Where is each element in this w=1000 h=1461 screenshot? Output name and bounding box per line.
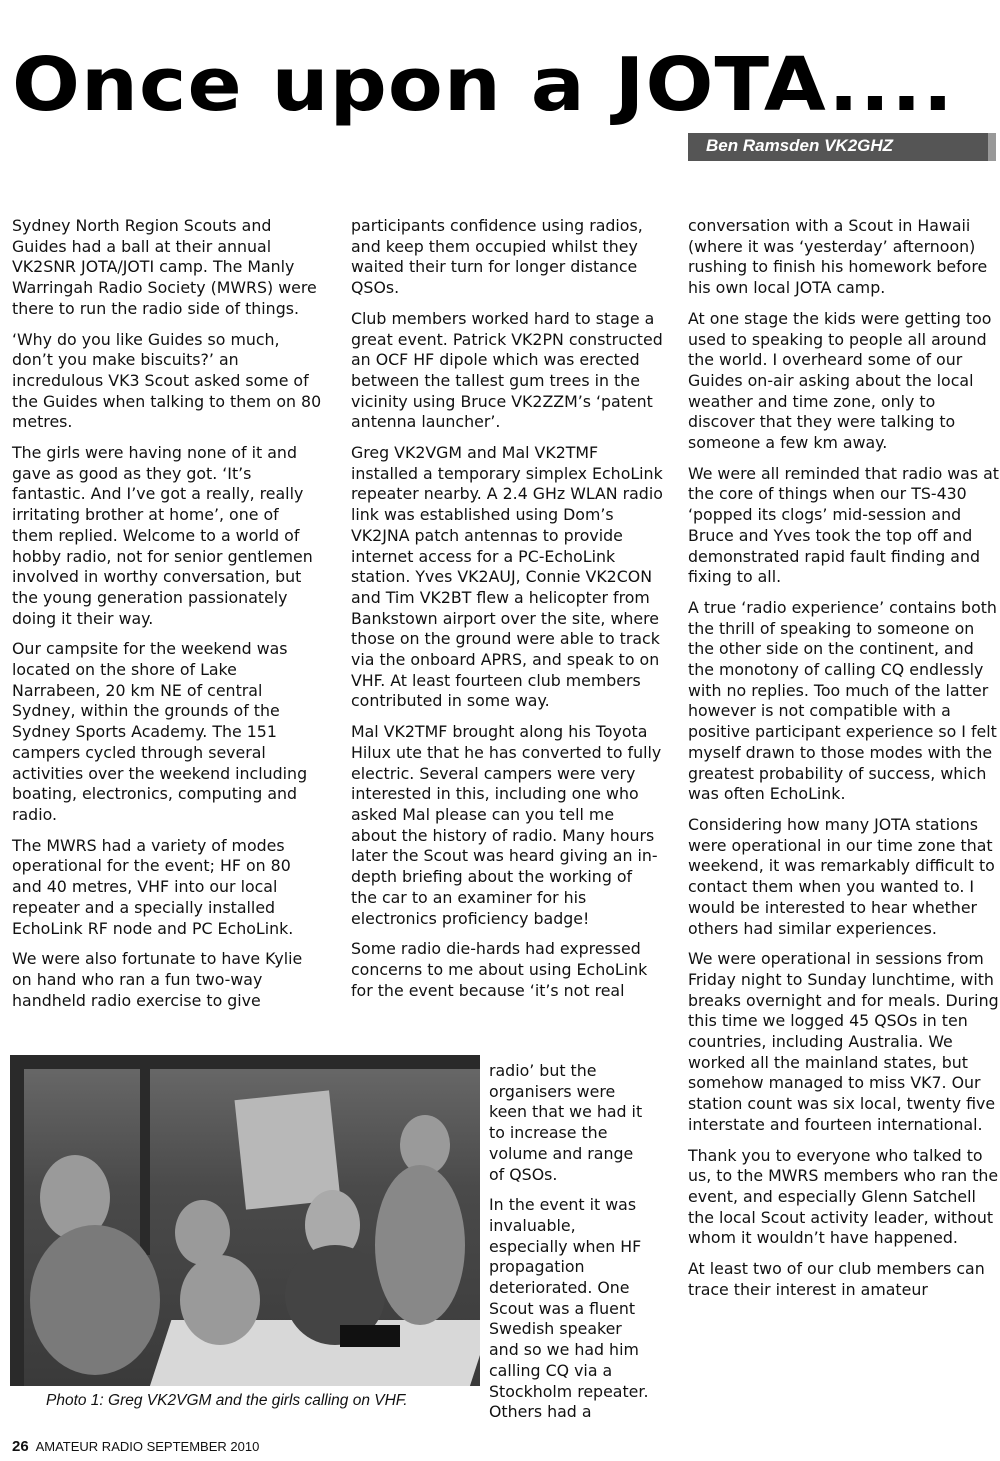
paragraph: We were also fortunate to have Kylie on hand who ran a fun two-way handheld radio exercise to give	[12, 949, 303, 1010]
paragraph: Sydney North Region Scouts and Guides had a ball at their annual VK2SNR JOTA/JOTI camp. The Manly Warringah Radio Society (MWRS) were there to run the radio side of things.	[12, 216, 317, 318]
photo-caption: Photo 1: Greg VK2VGM and the girls calling on VHF.	[46, 1392, 408, 1409]
article-title: Once upon a JOTA....	[12, 42, 955, 128]
paragraph: radio’ but the organisers were keen that we had it to increase the volume and range of QSOs.	[489, 1061, 643, 1184]
paragraph: We were all reminded that radio was at the core of things when our TS-430 ‘popped its clogs’ mid-session and Bruce and Yves took the top off and demonstrated rapid fault finding and fixing to all.	[688, 463, 999, 587]
column-3	[688, 216, 1000, 1310]
paragraph: Mal VK2TMF brought along his Toyota Hilux ute that he has converted to fully electric. Several campers were very interested in this, including one who asked Mal please can you tell me about the history of radio. Many hours later the Scout was heard giving an in-depth briefing about the working of the car to an examiner for his electronics proficiency badge!	[351, 722, 662, 928]
paragraph: In the event it was invaluable, especially when HF propagation deteriorated. One Scout was a fluent Swedish speaker and so we had him calling CQ via a Stockholm repeater. Others had a	[489, 1195, 649, 1422]
column-2	[351, 216, 663, 1011]
byline-author: Ben Ramsden VK2GHZ	[706, 136, 894, 155]
column-2-continued	[489, 1061, 649, 1433]
paragraph: The girls were having none of it and gave as good as they got. ‘It’s fantastic. And I’ve got a really, really irritating brother at home’, one of them replied. Welcome to a world of hobby radio, not for senior gentlemen involved in worthy conversation, but the young generation passionately doing it their way.	[12, 443, 313, 628]
publication-line: AMATEUR RADIO SEPTEMBER 2010	[35, 1439, 260, 1454]
person	[30, 1225, 160, 1375]
paragraph: Our campsite for the weekend was located on the shore of Lake Narrabeen, 20 km NE of central Sydney, within the grounds of the Sydney Sports Academy. The 151 campers cycled through several activities over the weekend including boating, electronics, computing and radio.	[12, 639, 308, 824]
person	[180, 1255, 260, 1345]
paragraph: A true ‘radio experience’ contains both the thrill of speaking to someone on the other side on the continent, and the monotony of calling CQ endlessly with no replies. Too much of the latter however is not compatible with a positive participant experience so I felt myself drawn to those modes with the greatest probability of success, which was often EchoLink.	[688, 597, 997, 804]
photo-scouts-radio	[10, 1055, 480, 1386]
paragraph: Greg VK2VGM and Mal VK2TMF installed a temporary simplex EchoLink repeater nearby. A 2.4 GHz WLAN radio link was established using Dom’s VK2JNA patch antennas to provide internet access for a PC-EchoLink station. Yves VK2AUJ, Connie VK2CON and Tim VK2BT flew a helicopter from Bankstown airport over the site, where those on the ground were able to track via the onboard APRS, and speak to on VHF. At least fourteen club members contributed in some way.	[351, 443, 663, 711]
person	[375, 1165, 465, 1325]
paragraph: Club members worked hard to stage a great event. Patrick VK2PN constructed an OCF HF dipole which was erected between the tallest gum trees in the vicinity using Bruce VK2ZZM’s ‘patent antenna launcher’.	[351, 308, 663, 432]
paragraph: participants confidence using radios, and keep them occupied whilst they waited their turn for longer distance QSOs.	[351, 216, 643, 298]
column-1	[12, 216, 324, 1021]
post	[140, 1055, 150, 1255]
paragraph: We were operational in sessions from Friday night to Sunday lunchtime, with breaks overnight and for meals. During this time we logged 45 QSOs in ten countries, including Australia. We worked all the mainland states, but somehow managed to miss VK7. Our station count was six local, twenty five interstate and fourteen international.	[688, 949, 999, 1134]
paragraph: At least two of our club members can trace their interest in amateur	[688, 1259, 985, 1299]
paragraph: Some radio die-hards had expressed concerns to me about using EchoLink for the event because ‘it’s not real	[351, 939, 648, 1000]
roof-beam	[10, 1055, 480, 1069]
paragraph: Considering how many JOTA stations were operational in our time zone that weekend, it was remarkably difficult to contact them when you wanted to. I would be interested to hear whether others had similar experiences.	[688, 814, 995, 938]
byline-banner	[688, 133, 996, 161]
radio-transceiver	[340, 1325, 400, 1347]
paragraph: The MWRS had a variety of modes operational for the event; HF on 80 and 40 metres, VHF into our local repeater and a specially installed EchoLink RF node and PC EchoLink.	[12, 835, 294, 938]
paragraph: ‘Why do you like Guides so much, don’t you make biscuits?’ an incredulous VK3 Scout asked some of the Guides when talking to them on 80 metres.	[12, 329, 322, 432]
post	[10, 1055, 24, 1386]
paragraph: Thank you to everyone who talked to us, to the MWRS members who ran the event, and especially Glenn Satchell the local Scout activity leader, without whom it wouldn’t have happened.	[688, 1145, 999, 1248]
page-footer	[12, 1438, 259, 1455]
page-number: 26	[12, 1438, 29, 1455]
paragraph: At one stage the kids were getting too used to speaking to people all around the world. I overheard some of our Guides on-air asking about the local weather and time zone, only to discover that they were talking to someone a few km away.	[688, 308, 992, 453]
paragraph: conversation with a Scout in Hawaii (where it was ‘yesterday’ afternoon) rushing to finish his homework before his own local JOTA camp.	[688, 216, 988, 298]
